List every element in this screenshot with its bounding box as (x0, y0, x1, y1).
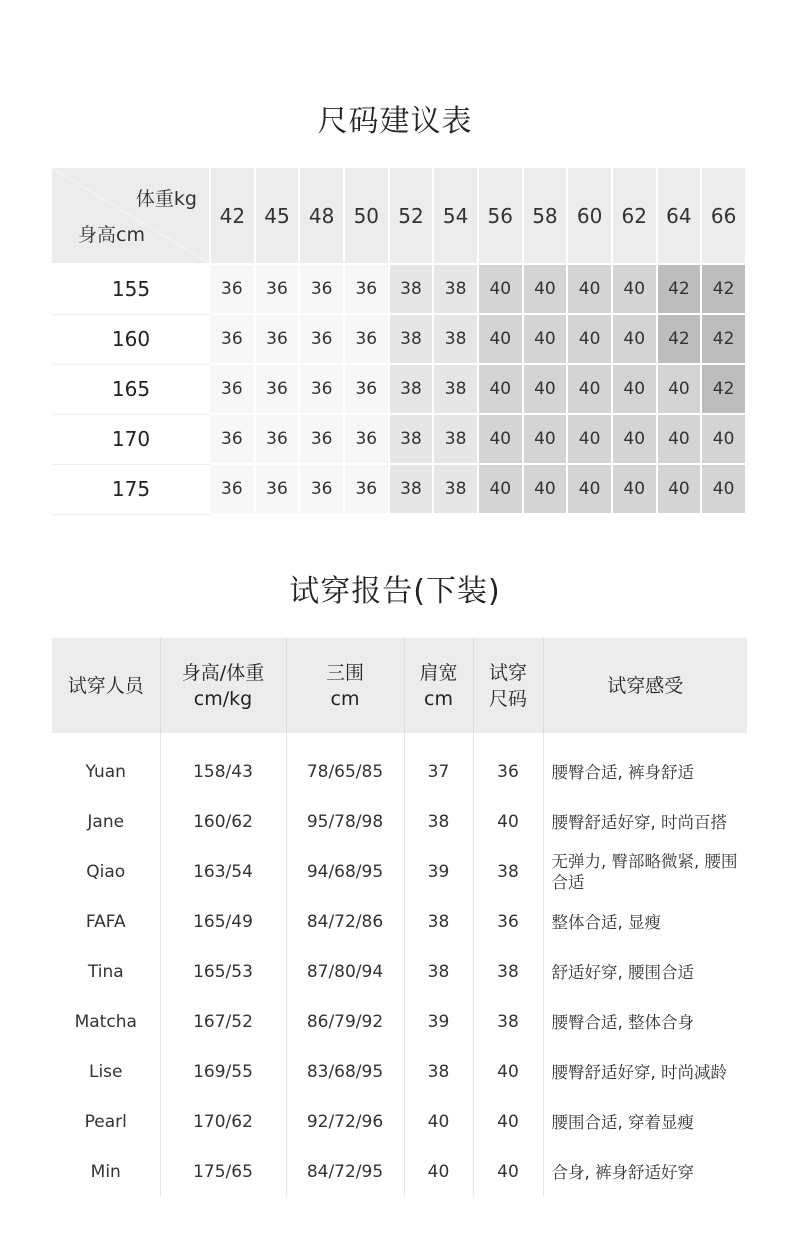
fit-report-header-row (52, 638, 747, 733)
size-cell: 40 (478, 414, 523, 464)
size-cell: 36 (344, 314, 389, 364)
height-weight-cell: 175/65 (160, 1147, 286, 1197)
weight-header-cell: 62 (612, 168, 657, 264)
fit-report-table (52, 638, 747, 1197)
size-cell: 38 (433, 414, 478, 464)
weight-header-cell: 64 (657, 168, 702, 264)
shoulder-cell: 39 (404, 997, 473, 1047)
size-cell: 40 (567, 314, 612, 364)
tester-name-cell: Tina (52, 947, 160, 997)
weight-header-cell: 56 (478, 168, 523, 264)
size-cell: 40 (657, 464, 702, 514)
table-row (52, 1097, 747, 1147)
size-cell: 38 (433, 264, 478, 314)
size-cell: 36 (299, 464, 344, 514)
height-label-cell: 155 (52, 264, 210, 314)
weight-header-cell: 52 (389, 168, 434, 264)
fit-size-cell: 40 (473, 797, 543, 847)
size-cell: 38 (389, 464, 434, 514)
feedback-cell: 整体合适, 显瘦 (551, 912, 661, 932)
height-label-cell: 170 (52, 414, 210, 464)
size-chart-header-row (52, 168, 746, 264)
size-cell: 36 (255, 314, 300, 364)
size-cell: 38 (389, 314, 434, 364)
size-cell: 40 (612, 464, 657, 514)
header-line1: 试穿人员 (67, 674, 144, 697)
measurements-cell: 78/65/85 (286, 733, 404, 797)
fit-size-cell: 36 (473, 733, 543, 797)
size-cell: 36 (299, 314, 344, 364)
height-weight-cell: 158/43 (160, 733, 286, 797)
table-row (52, 1147, 747, 1197)
measurements-cell: 87/80/94 (286, 947, 404, 997)
fit-size-cell: 40 (473, 1097, 543, 1147)
tester-header (52, 638, 160, 733)
measurements-cell: 86/79/92 (286, 997, 404, 1047)
weight-axis-label: 体重kg (135, 188, 197, 210)
size-cell: 42 (657, 264, 702, 314)
shoulder-header (404, 638, 473, 733)
size-cell: 40 (567, 464, 612, 514)
header-line2: cm (424, 687, 453, 710)
feedback-cell: 合身, 裤身舒适好穿 (551, 1162, 694, 1182)
weight-header-cell: 58 (523, 168, 568, 264)
size-chart-table (52, 168, 747, 515)
size-cell: 40 (701, 414, 746, 464)
tester-name-cell: Pearl (52, 1097, 160, 1147)
size-cell: 40 (657, 414, 702, 464)
fit-size-cell: 40 (473, 1047, 543, 1097)
table-row (52, 997, 747, 1047)
feedback-header (543, 638, 747, 733)
measurements-cell: 94/68/95 (286, 847, 404, 897)
header-line2: 尺码 (488, 687, 527, 710)
size-chart-row (52, 464, 746, 514)
fit-size-cell: 38 (473, 847, 543, 897)
height-axis-label: 身高cm (78, 224, 145, 246)
table-row (52, 897, 747, 947)
fit-report-title: 试穿报告(下装) (289, 574, 501, 609)
header-line1: 肩宽 (419, 661, 458, 684)
size-cell: 36 (344, 264, 389, 314)
header-line2: cm/kg (193, 687, 253, 710)
size-cell: 38 (433, 364, 478, 414)
height-weight-cell: 170/62 (160, 1097, 286, 1147)
shoulder-cell: 38 (404, 797, 473, 847)
height-label-cell: 160 (52, 314, 210, 364)
weight-header-cell: 45 (255, 168, 300, 264)
size-cell: 40 (478, 264, 523, 314)
table-row (52, 947, 747, 997)
size-cell: 40 (701, 464, 746, 514)
size-cell: 36 (344, 464, 389, 514)
size-cell: 36 (344, 414, 389, 464)
size-chart-corner-cell (52, 168, 210, 264)
measurements-header (286, 638, 404, 733)
size-chart-row (52, 364, 746, 414)
tester-name-cell: FAFA (52, 897, 160, 947)
measurements-cell: 84/72/86 (286, 897, 404, 947)
feedback-cell: 腰臀合适, 裤身舒适 (551, 762, 694, 782)
size-cell: 36 (210, 414, 255, 464)
size-cell: 36 (210, 464, 255, 514)
shoulder-cell: 40 (404, 1097, 473, 1147)
measurements-cell: 92/72/96 (286, 1097, 404, 1147)
fit-size-header (473, 638, 543, 733)
fit-size-cell: 40 (473, 1147, 543, 1197)
height-label-cell: 175 (52, 464, 210, 514)
shoulder-cell: 38 (404, 1047, 473, 1097)
weight-header-cell: 60 (567, 168, 612, 264)
shoulder-cell: 38 (404, 897, 473, 947)
table-row (52, 1047, 747, 1097)
fit-size-cell: 36 (473, 897, 543, 947)
measurements-cell: 84/72/95 (286, 1147, 404, 1197)
size-cell: 42 (701, 264, 746, 314)
weight-header-cell: 50 (344, 168, 389, 264)
table-row (52, 797, 747, 847)
size-cell: 36 (299, 364, 344, 414)
header-line2: cm (330, 687, 360, 710)
tester-name-cell: Matcha (52, 997, 160, 1047)
fit-size-cell: 38 (473, 947, 543, 997)
measurements-cell: 83/68/95 (286, 1047, 404, 1097)
size-cell: 40 (657, 364, 702, 414)
size-cell: 40 (478, 364, 523, 414)
size-cell: 36 (210, 314, 255, 364)
header-line1: 身高/体重 (181, 661, 265, 684)
size-cell: 40 (612, 314, 657, 364)
tester-name-cell: Yuan (52, 733, 160, 797)
height-weight-header (160, 638, 286, 733)
size-cell: 38 (389, 364, 434, 414)
size-cell: 36 (299, 264, 344, 314)
size-cell: 40 (478, 464, 523, 514)
table-row (52, 733, 747, 797)
size-cell: 36 (255, 414, 300, 464)
size-cell: 40 (523, 314, 568, 364)
feedback-cell: 腰臀合适, 整体合身 (551, 1012, 694, 1032)
measurements-cell: 95/78/98 (286, 797, 404, 847)
height-label-cell: 165 (52, 364, 210, 414)
size-cell: 36 (210, 364, 255, 414)
size-cell: 36 (255, 264, 300, 314)
size-chart-row (52, 264, 746, 314)
height-weight-cell: 165/53 (160, 947, 286, 997)
size-cell: 40 (612, 264, 657, 314)
height-weight-cell: 165/49 (160, 897, 286, 947)
weight-header-cell: 54 (433, 168, 478, 264)
fit-size-cell: 38 (473, 997, 543, 1047)
size-chart-title: 尺码建议表 (317, 104, 473, 139)
size-cell: 40 (523, 464, 568, 514)
size-cell: 36 (344, 364, 389, 414)
height-weight-cell: 167/52 (160, 997, 286, 1047)
header-line1: 试穿感受 (607, 674, 684, 697)
tester-name-cell: Lise (52, 1047, 160, 1097)
weight-header-cell: 48 (299, 168, 344, 264)
tester-name-cell: Jane (52, 797, 160, 847)
size-cell: 38 (389, 264, 434, 314)
size-cell: 38 (433, 314, 478, 364)
height-weight-cell: 169/55 (160, 1047, 286, 1097)
feedback-cell: 腰臀舒适好穿, 时尚百搭 (551, 812, 727, 832)
feedback-cell: 舒适好穿, 腰围合适 (551, 962, 694, 982)
size-cell: 40 (567, 414, 612, 464)
size-cell: 40 (478, 314, 523, 364)
size-cell: 42 (657, 314, 702, 364)
tester-name-cell: Min (52, 1147, 160, 1197)
table-row (52, 847, 747, 897)
weight-header-cell: 66 (701, 168, 746, 264)
size-cell: 38 (389, 414, 434, 464)
size-cell: 36 (210, 264, 255, 314)
size-cell: 36 (299, 414, 344, 464)
size-cell: 40 (612, 364, 657, 414)
weight-header-cell: 42 (210, 168, 255, 264)
height-weight-cell: 160/62 (160, 797, 286, 847)
size-cell: 36 (255, 364, 300, 414)
feedback-cell: 腰围合适, 穿着显瘦 (551, 1112, 694, 1132)
height-weight-cell: 163/54 (160, 847, 286, 897)
size-cell: 42 (701, 364, 746, 414)
size-cell: 42 (701, 314, 746, 364)
feedback-cell: 无弹力, 臀部略微紧, 腰围合适 (551, 852, 738, 892)
tester-name-cell: Qiao (52, 847, 160, 897)
shoulder-cell: 40 (404, 1147, 473, 1197)
shoulder-cell: 39 (404, 847, 473, 897)
size-cell: 40 (612, 414, 657, 464)
size-cell: 40 (523, 414, 568, 464)
size-cell: 40 (523, 264, 568, 314)
size-cell: 40 (567, 264, 612, 314)
size-cell: 38 (433, 464, 478, 514)
shoulder-cell: 38 (404, 947, 473, 997)
shoulder-cell: 37 (404, 733, 473, 797)
feedback-cell: 腰臀舒适好穿, 时尚减龄 (551, 1062, 727, 1082)
size-chart-row (52, 314, 746, 364)
size-chart-row (52, 414, 746, 464)
header-line1: 三围 (325, 661, 364, 684)
size-cell: 40 (567, 364, 612, 414)
size-cell: 36 (255, 464, 300, 514)
header-line1: 试穿 (488, 661, 527, 684)
size-cell: 40 (523, 364, 568, 414)
